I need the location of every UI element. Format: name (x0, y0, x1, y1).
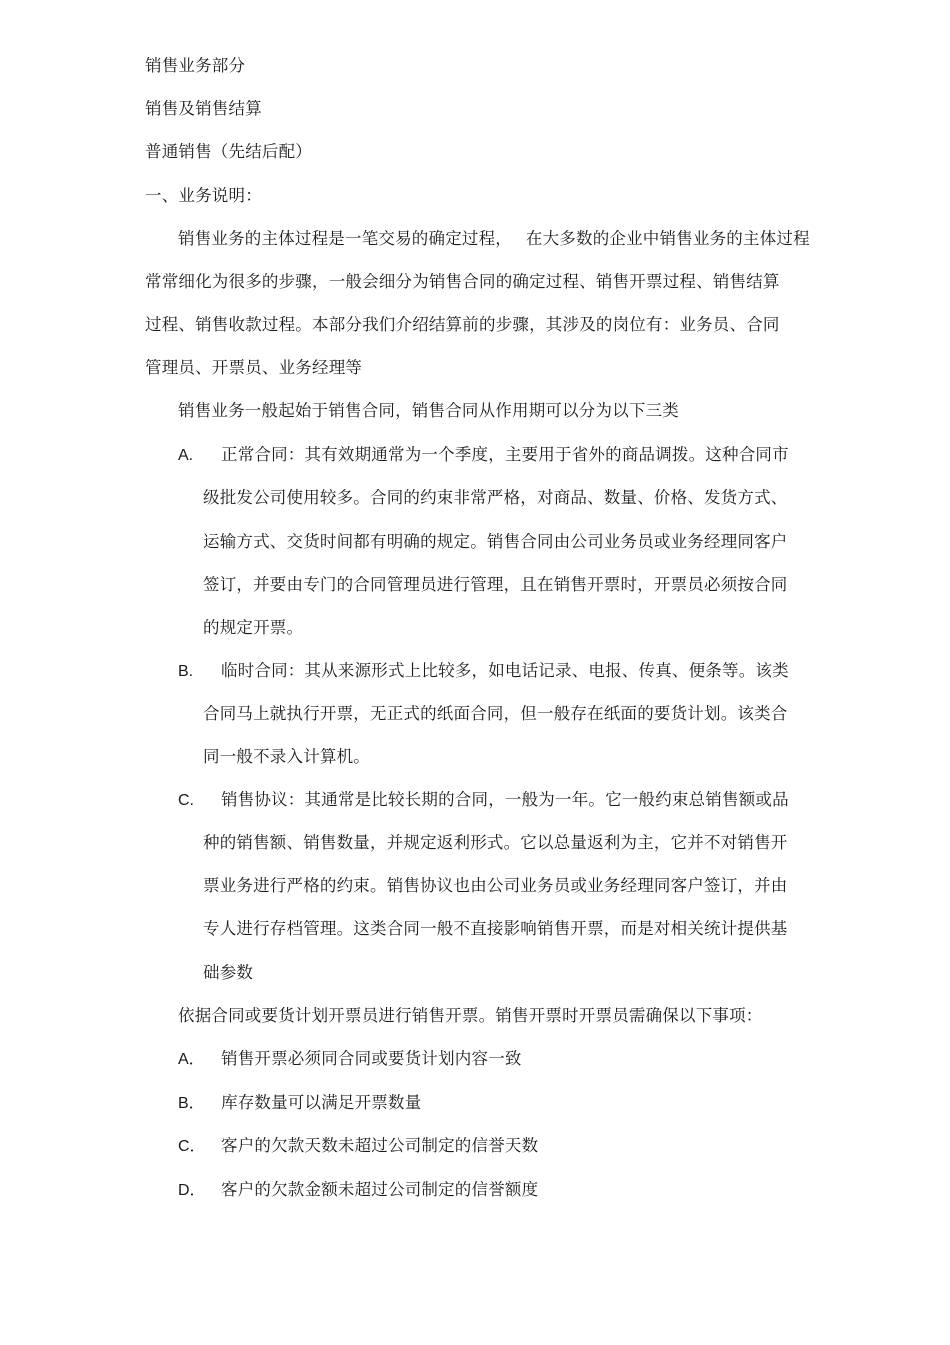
list-marker: D． (178, 1182, 206, 1199)
list-marker: C. (178, 792, 194, 809)
list-marker: A. (178, 447, 194, 464)
intro-paragraph-line: 管理员、开票员、业务经理等 (145, 358, 363, 377)
contract-type-a-line: 级批发公司使用较多。合同的约束非常严格，对商品、数量、价格、发货方式、 (203, 488, 788, 507)
contract-type-b-line: 临时合同：其从来源形式上比较多，如电话记录、电报、传真、便条等。该类 (221, 661, 789, 680)
list-marker: A． (178, 1051, 205, 1068)
intro-paragraph-line: 销售业务的主体过程是一笔交易的确定过程， 在大多数的企业中销售业务的主体过程 (178, 229, 810, 248)
billing-requirements-intro: 依据合同或要货计划开票员进行销售开票。销售开票时开票员需确保以下事项： (178, 1006, 763, 1025)
contract-type-a-line: 运输方式、交货时间都有明确的规定。销售合同由公司业务员或业务经理同客户 (203, 532, 788, 551)
intro-paragraph-line: 常常细化为很多的步骤，一般会细分为销售合同的确定过程、销售开票过程、销售结算 (145, 272, 780, 291)
list-marker: B． (178, 1095, 205, 1112)
billing-item: 销售开票必须同合同或要货计划内容一致 (221, 1049, 522, 1068)
list-marker: C． (178, 1138, 206, 1155)
intro-paragraph-line: 过程、销售收款过程。本部分我们介绍结算前的步骤，其涉及的岗位有：业务员、合同 (145, 315, 780, 334)
heading-normal-sales: 普通销售（先结后配） (145, 142, 312, 161)
heading-sales-settlement: 销售及销售结算 (145, 99, 262, 118)
billing-item: 客户的欠款天数未超过公司制定的信誉天数 (221, 1136, 539, 1155)
contract-type-a-line: 的规定开票。 (203, 618, 304, 637)
contract-types-intro: 销售业务一般起始于销售合同，销售合同从作用期可以分为以下三类 (178, 401, 679, 420)
contract-type-c-line: 专人进行存档管理。这类合同一般不直接影响销售开票，而是对相关统计提供基 (203, 919, 788, 938)
contract-type-c-line: 础参数 (203, 963, 254, 982)
contract-type-c-line: 种的销售额、销售数量，并规定返利形式。它以总量返利为主，它并不对销售开 (203, 833, 788, 852)
contract-type-b-line: 合同马上就执行开票，无正式的纸面合同，但一般存在纸面的要货计划。该类合 (203, 704, 788, 723)
list-marker: B. (178, 663, 194, 680)
contract-type-a-line: 签订，并要由专门的合同管理员进行管理，且在销售开票时，开票员必须按合同 (203, 575, 788, 594)
heading-sales-business: 销售业务部分 (145, 56, 246, 75)
heading-business-description: 一、业务说明： (145, 186, 262, 205)
contract-type-a-line: 正常合同：其有效期通常为一个季度，主要用于省外的商品调拨。这种合同市 (221, 445, 789, 464)
billing-item: 库存数量可以满足开票数量 (221, 1093, 422, 1112)
billing-item: 客户的欠款金额未超过公司制定的信誉额度 (221, 1180, 539, 1199)
contract-type-b-line: 同一般不录入计算机。 (203, 747, 370, 766)
contract-type-c-line: 销售协议：其通常是比较长期的合同，一般为一年。它一般约束总销售额或品 (221, 790, 789, 809)
contract-type-c-line: 票业务进行严格的约束。销售协议也由公司业务员或业务经理同客户签订，并由 (203, 876, 788, 895)
